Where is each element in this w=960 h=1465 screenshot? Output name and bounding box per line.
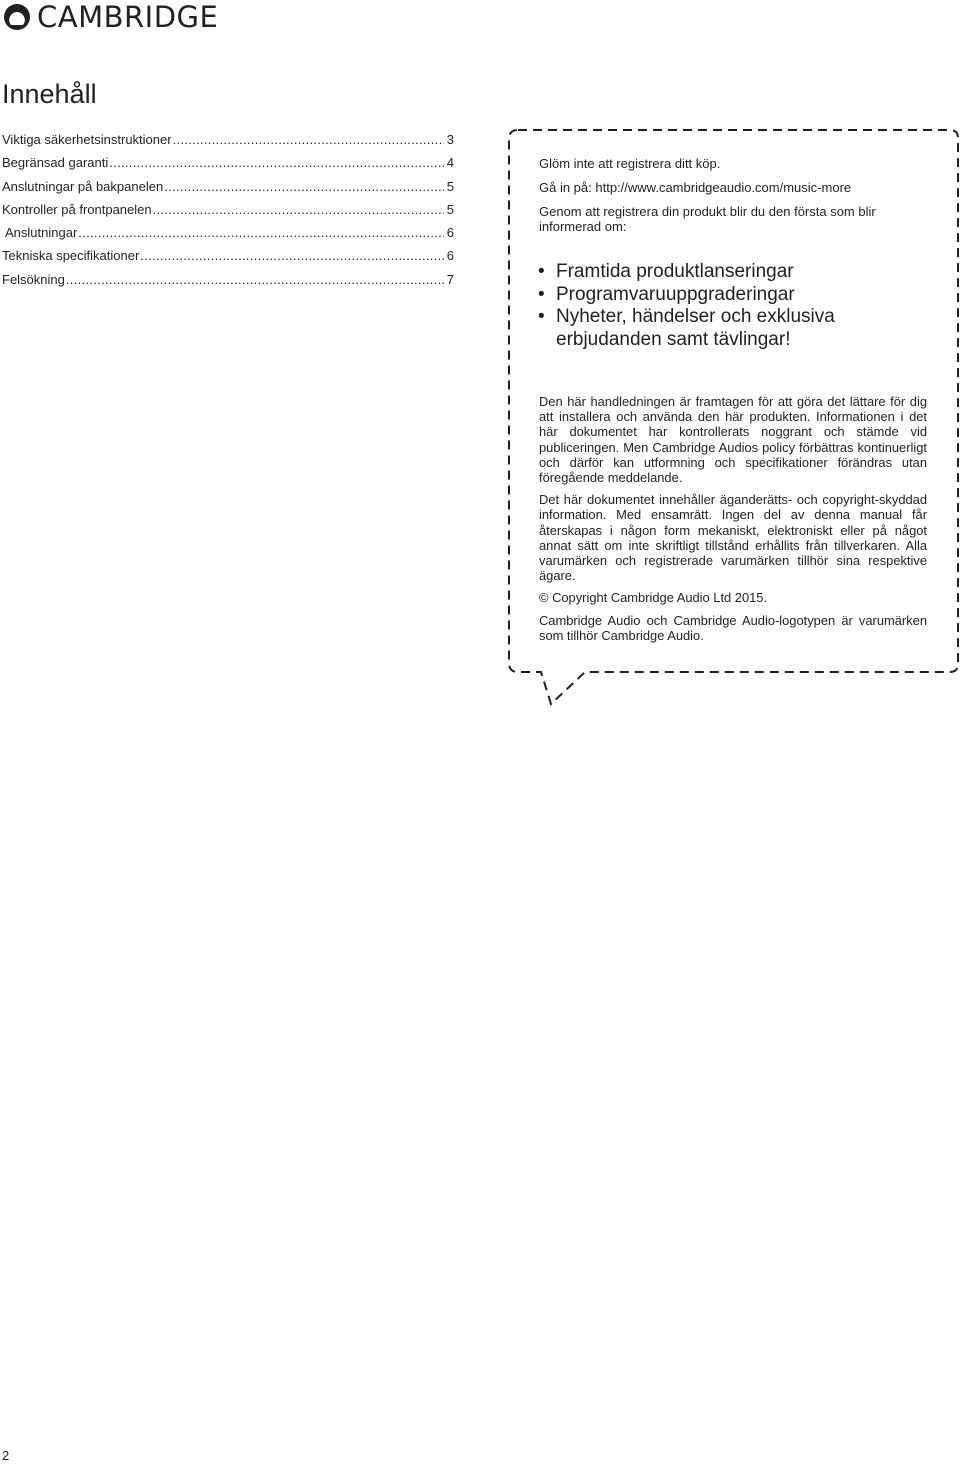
toc-item-label: Kontroller på frontpanelen <box>2 201 152 217</box>
list-item <box>530 284 930 307</box>
registration-benefits-intro: Genom att registrera din produkt blir du den första som blir informerad om: <box>539 204 876 234</box>
page-number: 2 <box>2 1448 10 1463</box>
trademark-paragraph: Cambridge Audio och Cambridge Audio-logotypen är varumärken som tillhör Cambridge Audio. <box>539 612 927 643</box>
copyright-notice-paragraph: Det här dokumentet innehåller äganderätts- och copyright-skyddad information. Med ensamrätt. Ingen del av denna manual får återskapas i någon form mekaniskt, elektroniskt eller på något annat sätt om inte skriftligt tillstånd erhållits från tillverkaren. Alla varumärken och registrerade varumärken tillhör sina respektive ägare. <box>539 492 927 584</box>
list-item-text: Framtida produktlanseringar <box>556 261 794 282</box>
list-item-text: Programvaruuppgraderingar <box>556 283 795 305</box>
list-item-text: Nyheter, händelser och exklusiva erbjudanden samt tävlingar! <box>556 306 835 350</box>
toc-item-page: 5 <box>446 178 454 194</box>
document-notice <box>539 394 927 650</box>
bullet-icon: • <box>538 306 545 327</box>
toc-item-label: Begränsad garanti <box>2 155 109 171</box>
toc-item-label: Viktiga säkerhetsinstruktioner <box>2 132 172 147</box>
manual-purpose-paragraph: Den här handledningen är framtagen för att göra det lättare för dig att installera och använda den här produkten. Informationen i det här dokumentet har kontrollerats noggrant och stämde vid publiceringen. Men Cambridge Audios policy förbättras kontinuerligt och därför kan utformning och specifikationer förändras utan föregående meddelande. <box>539 394 927 486</box>
registration-benefits-list <box>530 261 930 351</box>
toc-item-label: Tekniska specifikationer <box>2 248 140 264</box>
list-item <box>530 261 930 284</box>
toc-title: Innehåll <box>2 79 97 109</box>
toc-item-label: Anslutningar <box>5 225 78 241</box>
list-item <box>530 306 930 351</box>
registration-reminder: Glöm inte att registrera ditt köp. <box>539 156 721 171</box>
toc-item-page: 6 <box>446 248 454 264</box>
toc-item-page: 5 <box>446 201 454 217</box>
registration-intro <box>539 156 927 234</box>
logo-text: CAMBRIDGE <box>37 0 219 34</box>
toc-item-page: 4 <box>446 155 454 171</box>
toc-item-page: 6 <box>446 225 454 241</box>
toc-item-label: Anslutningar på bakpanelen <box>2 178 164 194</box>
bullet-icon: • <box>538 261 545 282</box>
toc-item-page: 7 <box>446 271 454 287</box>
bullet-icon: • <box>538 283 545 305</box>
registration-url[interactable]: Gå in på: http://www.cambridgeaudio.com/music-more <box>539 180 852 195</box>
toc-item-page: 3 <box>446 132 454 147</box>
copyright-line: © Copyright Cambridge Audio Ltd 2015. <box>539 590 768 606</box>
toc-item-label: Felsökning <box>2 271 65 287</box>
